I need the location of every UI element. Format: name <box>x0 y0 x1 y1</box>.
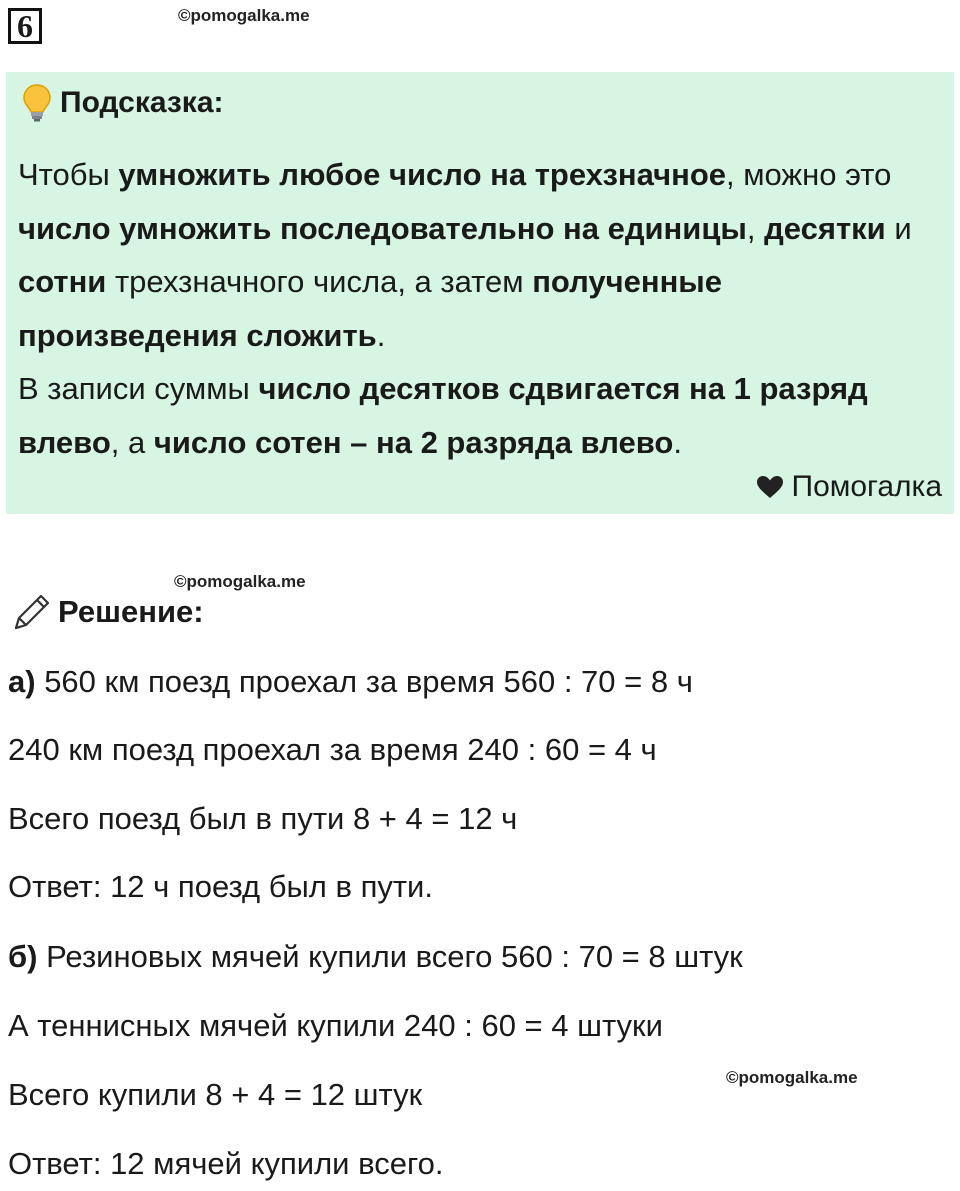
hint-text-bold: число умножить последовательно на единицы <box>18 210 747 246</box>
solution-title <box>10 590 204 634</box>
watermark-bottom: ©pomogalka.me <box>726 1068 858 1087</box>
solution-line-a1 <box>8 664 693 700</box>
hint-text-span: , можно это <box>726 157 892 192</box>
hint-text-span: . <box>673 424 682 460</box>
hint-text-span: В записи суммы <box>18 371 259 406</box>
hint-text-bold: число десятков сдвигается на 1 разряд влево <box>18 371 868 460</box>
solution-line-b1 <box>8 939 743 975</box>
watermark-top: ©pomogalka.me <box>178 6 310 25</box>
solution-text: 560 км поезд проехал за время 560 : 70 = 8 ч <box>35 664 693 699</box>
signature <box>756 470 943 504</box>
hint-text-span: трехзначного числа, а затем <box>106 264 533 299</box>
solution-line-b2: А теннисных мячей купили 240 : 60 = 4 штуки <box>8 1008 663 1043</box>
solution-line-b4: Ответ: 12 мячей купили всего. <box>8 1146 444 1181</box>
signature-text: Помогалка <box>791 470 942 503</box>
lightbulb-icon <box>22 83 52 123</box>
hint-text-bold: число сотен – на 2 разряда влево <box>153 424 674 460</box>
hint-text-span: , <box>746 210 765 246</box>
hint-text-span: Чтобы <box>18 157 119 192</box>
solution-line-a2: 240 км поезд проехал за время 240 : 60 = 4 ч <box>8 732 657 767</box>
hint-text-bold: сотни <box>18 264 107 299</box>
hint-text-span: и <box>885 210 912 246</box>
solution-text: Резиновых мячей купили всего 560 : 70 = 8 штук <box>37 939 743 974</box>
hint-text-bold: десятки <box>764 210 886 246</box>
hint-title <box>22 80 224 126</box>
hint-title-text: Подсказка: <box>60 86 224 119</box>
part-a-label: а) <box>8 664 36 699</box>
part-b-label: б) <box>8 939 38 974</box>
hint-text-span: . <box>376 317 386 353</box>
hint-text-span: , а <box>110 424 154 460</box>
hint-text-bold: полученные произведения сложить <box>18 264 723 353</box>
task-number: 6 <box>8 8 42 44</box>
heart-icon <box>756 475 784 499</box>
solution-line-a4: Ответ: 12 ч поезд был в пути. <box>8 869 433 904</box>
solution-title-text: Решение: <box>58 594 204 629</box>
watermark-middle: ©pomogalka.me <box>174 572 306 591</box>
pencil-icon <box>10 590 54 634</box>
hint-text <box>18 148 948 469</box>
hint-text-bold: умножить любое число на трехзначное <box>118 157 726 192</box>
solution-line-a3: Всего поезд был в пути 8 + 4 = 12 ч <box>8 801 518 836</box>
solution-line-b3: Всего купили 8 + 4 = 12 штук <box>8 1077 423 1112</box>
